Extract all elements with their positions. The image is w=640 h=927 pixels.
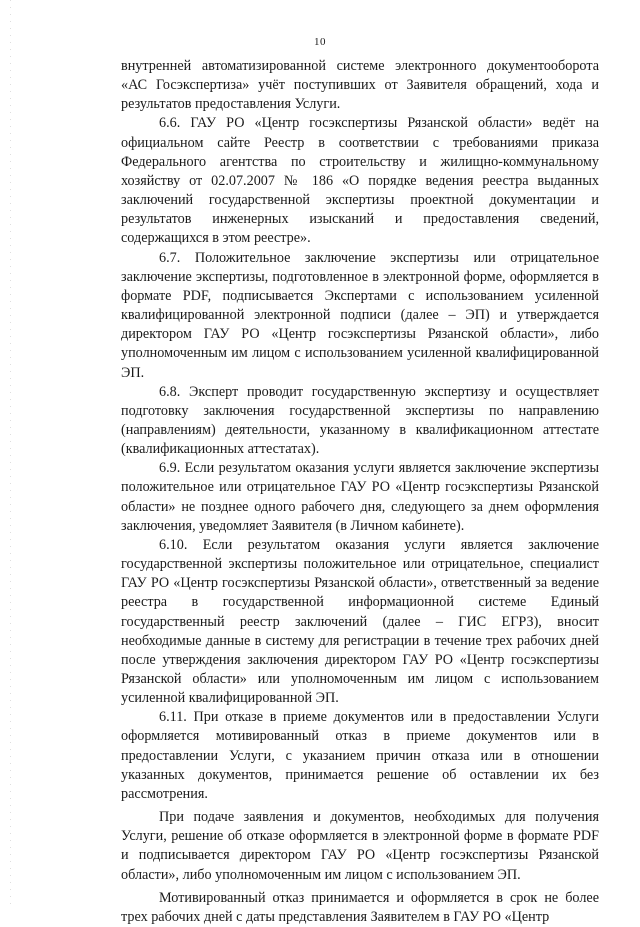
paragraph-continuation: внутренней автоматизированной системе электронного документооборота «АС Госэкспертиза» учёт поступивших от Заявителя обращений, хода и результатов предоставления Услуги.	[121, 58, 599, 113]
paragraph-6-9: 6.9. Если результатом оказания услуги является заключение экспертизы положительное или отрицательное ГАУ РО «Центр госэкспертизы Рязанской области» не позднее одного рабочего дня, следующего за днем оформления заключения, уведомляет Заявителя (в Личном кабинете).	[121, 460, 599, 534]
scan-edge-marks	[10, 0, 11, 905]
page-number: 10	[314, 36, 326, 48]
paragraph-6-11: 6.11. При отказе в приеме документов или в предоставлении Услуги оформляется мотивированный отказ в приеме документов или в предоставлении Услуги, с указанием причин отказа или в отношении указанных документов, принимается решение об оставлении их без рассмотрения.	[121, 709, 599, 802]
paragraph-refusal-format: При подаче заявления и документов, необходимых для получения Услуги, решение об отказе оформляется в электронной форме в формате PDF и подписывается директором ГАУ РО «Центр госэкспертизы Рязанской области», либо уполномоченным им лицом с использованием ЭП.	[121, 809, 599, 883]
document-body	[121, 57, 599, 927]
paragraph-refusal-term: Мотивированный отказ принимается и оформляется в срок не более трех рабочих дней с даты представления Заявителем в ГАУ РО «Центр	[121, 889, 599, 925]
paragraph-6-7: 6.7. Положительное заключение экспертизы или отрицательное заключение экспертизы, подготовленное в электронной форме, оформляется в формате PDF, подписывается Экспертами с использованием усиленной квалифицированной электронной подписи (далее – ЭП) и утверждается директором ГАУ РО «Центр госэкспертизы Рязанской области», либо уполномоченным им лицом с использованием усиленной квалифицированной ЭП.	[121, 249, 599, 381]
paragraph-6-8: 6.8. Эксперт проводит государственную экспертизу и осуществляет подготовку заключения государственной экспертизы по направлению (направлениям) деятельности, указанному в квалификационном аттестате (квалификационных аттестатах).	[121, 383, 599, 458]
paragraph-6-10: 6.10. Если результатом оказания услуги является заключение государственной экспертизы положительное или отрицательное, специалист ГАУ РО «Центр госэкспертизы Рязанской области», ответственный за ведение реестра в государственной информационной системе Единый государственный реестр заключений (далее – ГИС ЕГРЗ), вносит необходимые данные в систему для регистрации в течение трех рабочих дней после утверждения заключения директором ГАУ РО «Центр госэкспертизы Рязанской области» или уполномоченным им лицом с использованием усиленной квалифицированной ЭП.	[121, 536, 599, 707]
paragraph-6-6: 6.6. ГАУ РО «Центр госэкспертизы Рязанской области» ведёт на официальном сайте Реестр в соответствии с требованиями приказа Федерального агентства по строительству и жилищно-коммунальному хозяйству от 02.07.2007 № 186 «О порядке ведения реестра выданных заключений государственной экспертизы проектной документации и результатов инженерных изысканий и предоставления сведений, содержащихся в этом реестре».	[121, 115, 599, 247]
